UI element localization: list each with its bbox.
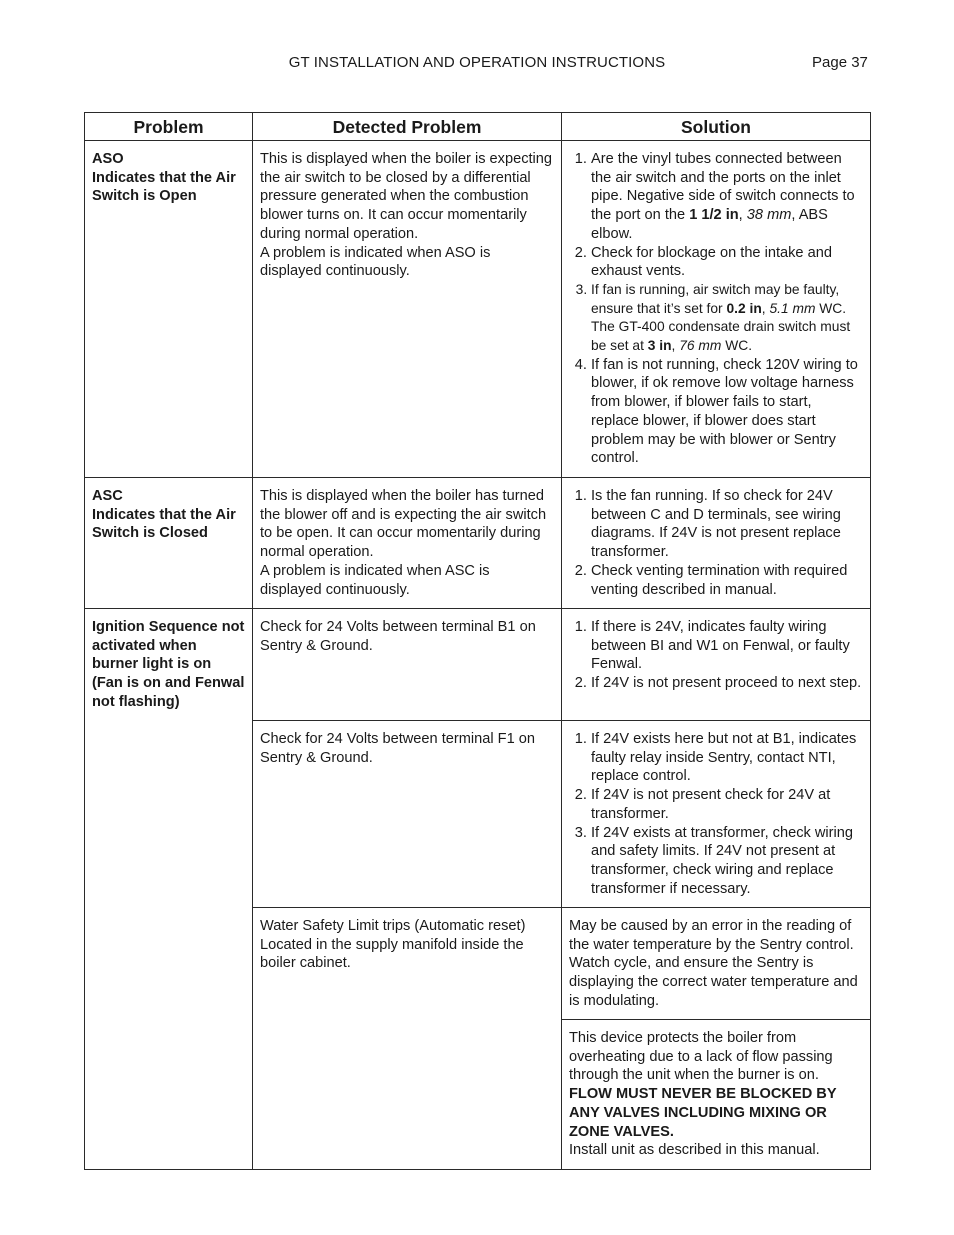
table-header-row xyxy=(85,113,871,141)
troubleshooting-table xyxy=(84,112,871,1170)
solution-item: 2. Check venting termination with required venting described in manual. xyxy=(591,562,863,599)
document-header-title: GT INSTALLATION AND OPERATION INSTRUCTIONS xyxy=(288,54,666,71)
detected-text: A problem is indicated when ASO is displayed continuously. xyxy=(260,244,491,280)
solution-item: 1. If there is 24V, indicates faulty wiring between BI and W1 on Fenwal, or faulty Fenwal. xyxy=(591,618,863,674)
solution-list xyxy=(569,487,863,599)
solution-cell-aso xyxy=(562,141,871,478)
solution-cell-water-b xyxy=(562,1020,871,1170)
table-row-asc xyxy=(85,478,871,609)
solution-list xyxy=(569,150,863,468)
solution-item: 3. If fan is running, air switch may be faulty, ensure that it’s set for 0.2 in, 5.1 mm WC. The GT-400 condensate drain switch must be set at 3 in, 76 mm WC. xyxy=(591,281,863,356)
page-number: Page 37 xyxy=(812,54,868,71)
warning-text: FLOW MUST NEVER BE BLOCKED BY ANY VALVES INCLUDING MIXING OR ZONE VALVES. xyxy=(569,1086,837,1140)
problem-code: ASO xyxy=(92,151,124,167)
solution-cell-asc xyxy=(562,478,871,609)
solution-item: 1. Are the vinyl tubes connected between the air switch and the ports on the inlet pipe. Negative side of switch connects to the port on the 1 1/2 in, 38 mm, ABS elbow. xyxy=(591,150,863,244)
solution-list xyxy=(569,618,863,693)
detected-text: This is displayed when the boiler has turned the blower off and is expecting the air switch to be open. It can occur momentarily during normal operation. xyxy=(260,488,547,561)
solution-item: 1. Is the fan running. If so check for 24V between C and D terminals, see wiring diagrams. If 24V is not present replace transformer. xyxy=(591,487,863,562)
detected-cell-f1: Check for 24 Volts between terminal F1 on Sentry & Ground. xyxy=(253,721,562,908)
solution-text: This device protects the boiler from overheating due to a lack of flow passing through the unit when the burner is on. xyxy=(569,1030,833,1084)
detected-text: This is displayed when the boiler is expecting the air switch to be closed by a differential pressure generated when the combustion blower turns on. It can occur momentarily during normal operation. xyxy=(260,151,553,242)
solution-item: 2. If 24V is not present check for 24V at transformer. xyxy=(591,786,863,823)
problem-code: ASC xyxy=(92,488,123,504)
detected-text: A problem is indicated when ASC is displayed continuously. xyxy=(260,562,490,598)
solution-item: 4. If fan is not running, check 120V wiring to blower, if ok remove low voltage harness from blower, if blower fails to start, replace blower, if blower does start problem may be with blower or Sentry control. xyxy=(591,356,863,468)
detected-cell-aso xyxy=(253,141,562,478)
problem-cell-ignition xyxy=(85,609,253,1170)
solution-cell-water-a: May be caused by an error in the reading of the water temperature by the Sentry control. Watch cycle, and ensure the Sentry is displaying the correct water temperature and is modulating. xyxy=(562,908,871,1020)
solution-item: 1. If 24V exists here but not at B1, indicates faulty relay inside Sentry, contact NTI, replace control. xyxy=(591,730,863,786)
detected-cell-water-limit: Water Safety Limit trips (Automatic reset) Located in the supply manifold inside the boiler cabinet. xyxy=(253,908,562,1170)
column-header-problem: Problem xyxy=(85,113,253,141)
problem-cell-asc xyxy=(85,478,253,609)
solution-item: 2. Check for blockage on the intake and exhaust vents. xyxy=(591,244,863,281)
solution-list xyxy=(569,730,863,898)
column-header-solution: Solution xyxy=(562,113,871,141)
problem-description: Indicates that the Air Switch is Closed xyxy=(92,506,236,542)
solution-text: Install unit as described in this manual. xyxy=(569,1142,820,1159)
problem-description: Ignition Sequence not activated when burner light is on (Fan is on and Fenwal not flashing) xyxy=(92,619,245,710)
solution-cell-b1 xyxy=(562,609,871,721)
column-header-detected-problem: Detected Problem xyxy=(253,113,562,141)
solution-item: 3. If 24V exists at transformer, check wiring and safety limits. If 24V not present at transformer, check wiring and replace transformer if necessary. xyxy=(591,824,863,899)
problem-cell-aso xyxy=(85,141,253,478)
solution-cell-f1 xyxy=(562,721,871,908)
problem-description: Indicates that the Air Switch is Open xyxy=(92,169,236,205)
table-row-ignition-b1 xyxy=(85,609,871,721)
solution-item: 2. If 24V is not present proceed to next step. xyxy=(591,674,863,693)
table-row-aso xyxy=(85,141,871,478)
detected-cell-asc xyxy=(253,478,562,609)
detected-cell-b1: Check for 24 Volts between terminal B1 on Sentry & Ground. xyxy=(253,609,562,721)
